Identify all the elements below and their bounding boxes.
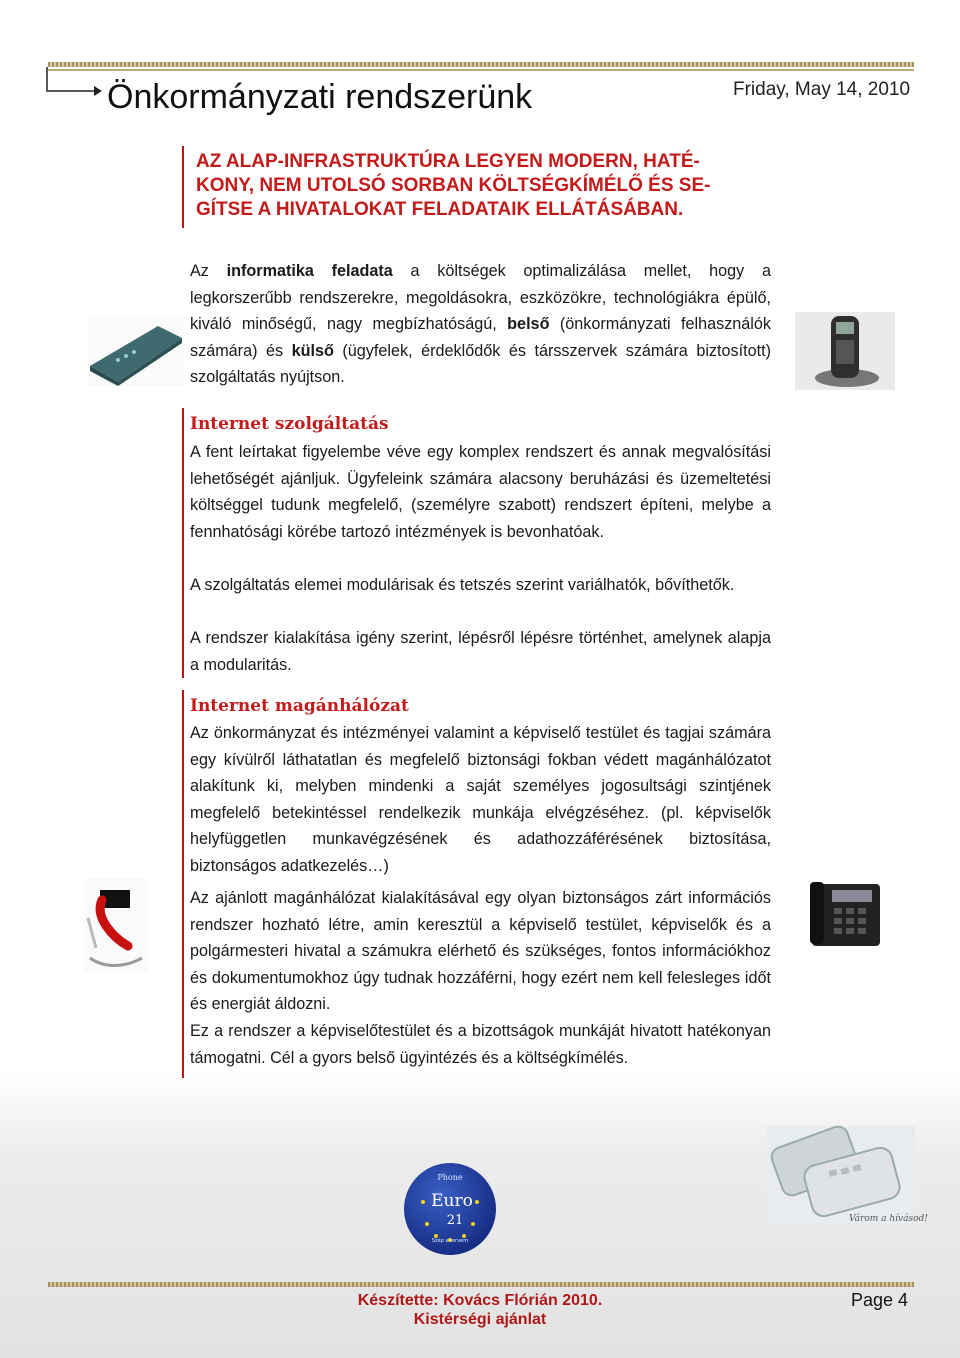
header-rule-thin [48, 69, 914, 71]
section-rule-internet [182, 408, 184, 678]
mobile-phones-photo [767, 1126, 928, 1224]
private-network-paragraph-3: Ez a rendszer a képviselőtestület és a bizottságok munkáját hivatott hatékonyan támogatni. Cél a gyors belső ügyintézés és a költségkímélés. [190, 1022, 771, 1067]
header-rule-top [48, 62, 914, 67]
internet-service-paragraph-1: A fent leírtakat figyelembe véve egy komplex rendszert és annak megvalósítási lehetőségét ajánljuk. Ügyfeleink számára alacsony beruházási és üzemeltetési költséggel tudunk megfelelő, (személyre szabott) rendszert építeni, melybe a fennhatósági körébe tartozó intézmények is bevonhatóak. [190, 443, 771, 541]
arrow-icon [46, 66, 102, 96]
intro-text: (ügyfelek, érdeklődők és társszervek számára biztosított) szolgáltatás nyújtson. [190, 341, 771, 387]
headline-line: KONY, NEM UTOLSÓ SORBAN KÖLTSÉGKÍMÉLŐ ÉS SE- [196, 175, 711, 196]
private-network-paragraph-1: Az önkormányzat és intézményei valamint a képviselő testület és tagjai számára egy kívülről láthatatlan és megfelelő biztonsági fokban védett magánhálózatot alakítunk ki, melyben mindenki a saját személyes jogosultsági szintjének megfelelő betekintéssel rendelkezik munkája elvégzéséhez. (pl. képviselők helyfüggetlen munkavégzésének és adathozzáférésének biztosítása, biztonságos adatkezelés…) [190, 724, 771, 875]
red-phone-image [84, 878, 148, 972]
headline-line: AZ ALAP-INFRASTRUKTÚRA LEGYEN MODERN, HATÉ- [196, 151, 700, 172]
page-title: Önkormányzati rendszerünk [107, 78, 533, 116]
headline-line: GÍTSE A HIVATALOKAT FELADATAIK ELLÁTÁSÁBAN. [196, 199, 684, 220]
intro-bold: belső [507, 315, 550, 334]
cordless-phone-image [795, 312, 895, 390]
section-rule-private [182, 690, 184, 1078]
private-network-paragraph-2: Az ajánlott magánhálózat kialakításával egy olyan biztonságos zárt információs rendszer hozható létre, amin keresztül a képviselő testület, képviselők és a polgármesteri hivatal a számukra elérhető és szükséges, fontos információkhoz és dokumentumokhoz úgy tudnak hozzáférni, hogy ezért nem kell felesleges időt és energiát áldozni. [190, 889, 771, 1014]
header-date: Friday, May 14, 2010 [733, 79, 911, 100]
logo-top-text: Phone [437, 1173, 463, 1182]
intro-paragraph [190, 258, 771, 391]
logo-main-text: Euro [431, 1191, 473, 1211]
euro21-logo [403, 1162, 497, 1256]
intro-bold: informatika feladata [226, 262, 393, 280]
footer-rule [48, 1282, 914, 1287]
intro-text: a költségek optimalizálása mellet, hogy a legkorszerűbb rendszerekre, megoldásokra, eszközökre, technológiákra épülő, kiváló minőségű, nagy megbízhatóságú, [190, 262, 771, 334]
logo-bottom-text: Szép a tervem [431, 1238, 469, 1244]
modem-image [88, 316, 184, 386]
footer-subtitle: Kistérségi ajánlat [413, 1311, 547, 1328]
internet-service-heading: Internet szolgáltatás [190, 414, 389, 434]
intro-text: (önkormányzati felhasználók számára) és [190, 315, 771, 360]
private-network-heading: Internet magánhálózat [190, 696, 409, 716]
footer-author: Készítette: Kovács Flórián 2010. [357, 1292, 603, 1309]
internet-service-paragraph-2: A szolgáltatás elemei modulárisak és tetszés szerint variálhatók, bővíthetők. [190, 576, 735, 594]
headline [196, 150, 736, 222]
desk-phone-image [810, 878, 882, 950]
page-number: Page 4 [851, 1290, 909, 1310]
logo-number: 21 [446, 1213, 464, 1228]
internet-service-paragraph-3: A rendszer kialakítása igény szerint, lépésről lépésre történhet, amelynek alapja a modularitás. [190, 629, 771, 674]
intro-text: Az [190, 262, 227, 280]
photo-caption: Várom a hívásod! [849, 1214, 928, 1224]
headline-rule [182, 146, 184, 228]
intro-bold: külső [291, 341, 334, 360]
